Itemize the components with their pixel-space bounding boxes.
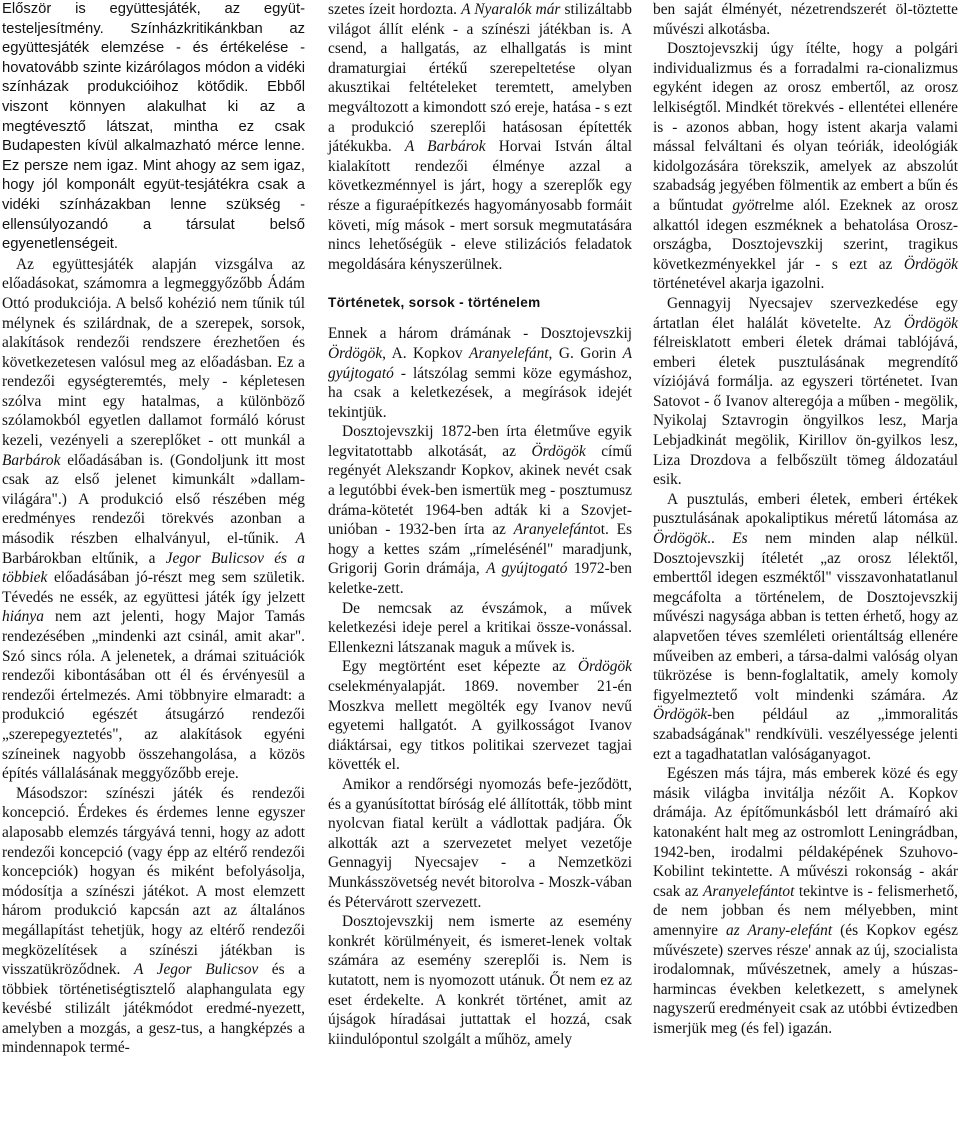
paragraph: Amikor a rendőrségi nyomozás befe-jeződött, és a gyanúsítottat bíróság elé állították, több mint nyolcvan fiatal került a vádlottak padjára. Ők alkották azt a szervezetet melyet vezetője Gennagyij Nyecsajev - a Nemzetközi Munkásszövetség nevét bitorolva - Moszk-vában és Pétervárott szervezett. bbox=[328, 775, 632, 911]
paragraph: Másodszor: színészi játék és rendezői koncepció. Érdekes és érdemes lenne egyszer alaposabb elemzés tárgyává tenni, hogy az adott rendezői koncepció (vagy épp az eltérő rendezői koncepciók) hogyan és miként befolyásolja, módosítja a színészi játékot. A most elemzett három produkció kapcsán azt az általános megállapítást tehetjük, hogy az eltérő rendezői megközelítések a színészi játékban is visszatükröződnek. A Jegor Bulicsov és a többiek történetiségtisztelő alaphangulata egy kevésbé stilizált játékmódot eredmé-nyezett, amelyben a mozgás, a gesz-tus, a hangképzés a mindennapok termé- bbox=[2, 784, 305, 1057]
paragraph: Egy megtörtént eset képezte az Ördögök cselekményalapját. 1869. november 21-én Moszkva mellett megölték egy Ivanov nevű egyetemi hallgatót. A gyilkosságot Ivanov diáktársai, egy titkos politikai szervezet tagjai követték el. bbox=[328, 658, 632, 774]
paragraph: Ennek a három drámának - Dosztojevszkij Ördögök, A. Kopkov Aranyelefánt, G. Gorin A gyújtogató - látszólag semmi köze egymáshoz, ha csak a keletkezések, a megírások idejét tekintjük. bbox=[328, 325, 632, 421]
paragraph: Dosztojevszkij úgy ítélte, hogy a polgári individualizmus és a forradalmi ra-cionalizmus egyként idegen az orosz embertől, az orosz lelkiségtől. Mindkét törekvés - ellentétei ellenére is - azonos abban, hogy istent akarja valami mással felváltani és olyan teóriák, ideológiák kidolgozására törekszik, amelyek az abszolút szabadság jegyében fölmentik az embert a bűn és a bűntudat gyötrelme alól. Ezeknek az orosz alkattól idegen eszméknek a behatolása Orosz-országba, Dosztojevszkij szerint, tragikus következményekkel jár - s ezt az Ördögök történetével akarja igazolni. bbox=[653, 40, 958, 293]
paragraph: Dosztojevszkij 1872-ben írta életműve egyik legvitatottabb alkotását, az Ördögök című regényét Alekszandr Kopkov, akinek nevét csak a legutóbbi évek-ben ismertük meg - posztumusz dráma-kötetét 1964-ben adták ki a Szovjet-unióban - 1932-ben írta az Aranyelefántot. Es hogy a kettes szám „rímelésénél" maradjunk, Grigorij Gorin drámája, A gyújtogató 1972-ben keletke-zett. bbox=[328, 423, 633, 598]
paragraph: szetes ízeit hordozta. A Nyaralók már stilizáltabb világot állít elénk - a színészi játékban is. A csend, a hallgatás, az elhallgatás is mint dramaturgiai értékű szerepeltetése olyan akusztikai feltételeket teremtett, amelyben megváltozott a kimondott szó ereje, hatása - s ezt a produkció szereplői hatásosan építették játékukba. A Barbárok Horvai István által kialakított rendezői élménye azzal a következménnyel is járt, hogy a szereplők egy része a figuraépítkezés hagyományosabb formáit követi, míg mások - mert sorsuk megmutatására nincs lehetőségük - eleve stilizációs feladatok megoldására kényszerülnek. bbox=[328, 1, 632, 273]
text-column-1 bbox=[2, 0, 305, 1058]
paragraph: Gennagyij Nyecsajev szervezkedése egy ártatlan élet halálát követelte. Az Ördögök félreisklatott emberi életek drámai tablójává, emberi életek pusztulásának megrendítő víziójává formálja. az egyszeri történetet. Ivan Satovot - ő Ivanov alteregója a műben - megölik, Nyikolaj Sztavrogin öngyilkos lesz, Marja Lebjadkinát megölik, Kirillov ön-gyilkos lesz, Liza Drozdova a felbőszült tömeg áldozatául esik. bbox=[653, 294, 958, 489]
paragraph: Dosztojevszkij nem ismerte az esemény konkrét körülményeit, és ismeret-lenek voltak számára az esemény szereplői is. Nem is kutatott, nem is nyomozott utánuk. Őt nem ez az eset érdekelte. A konkrét történet, amit az újságok híradásai juttattak el hozzá, csak kiindulópontul szolgált a műhöz, amely bbox=[328, 913, 632, 1048]
paragraph: Először is együttesjáték, az együt-testeljesítmény. Színházkritikánkban az együttesjáték elemzése - és értékelése - hovatovább szinte kizárólagos módon a vidéki színházak produkcióihoz kötődik. Ebből viszont könnyen alakulhat ki az a megtévesztő látszat, mintha ez csak Budapesten kívül alkalmazható mérce lenne. Ez persze nem igaz. Mint ahogy az sem igaz, hogy jól komponált együt-tesjátékra csak a vidéki színházakban lenne szükség - ellensúlyozandó a társulat belső egyenetlenségeit. bbox=[2, 1, 305, 253]
paragraph: A pusztulás, emberi életek, emberi értékek pusztulásának apokaliptikus méretű látomása az Ördögök.. Es nem minden alap nélkül. Dosztojevszkij ítéletét „az orosz lélektől, emberttől idegen eszméktől" visszavonhatatlanul megcáfolta a történelem, de Dosztojevszkij művészi nagysága abban is tetten érhető, hogy az alapvetően téves szemléleti orientáltság ellenére műveiben az emberi, a társa-dalmi valóság olyan tükrözése is benn-foglaltatik, amely komoly figyelmeztető volt mindenki számára. Az Ördögök-ben például az „immoralitás szabadságának" rendkívüli. veszélyessége jelenti ezt a tagadhatatlan valóságanyagot. bbox=[653, 490, 958, 763]
section-heading: Történetek, sorsok - történelem bbox=[328, 295, 541, 311]
paragraph: De nemcsak az évszámok, a művek keletkezési ideje perel a kritikai össze-vonással. Ellenkezni látszanak maguk a művek is. bbox=[328, 599, 632, 656]
paragraph: Az együttesjáték alapján vizsgálva az előadásokat, számomra a legmeggyőzőbb Ádám Ottó produkciója. A belső kohézió nem tűnik túl mélynek és szilárdnak, de a szerepek, sorsok, alakítások rendezői rendszere érezhetően és következetesen valósul meg az előadásban. Ez a rendezői egységteremtés, mely - képletesen szólva mint egy hatalmas, a különböző szólamokból egyetlen dallamot formáló kórust kezeli, vezényeli a szereplőket - ott munkál a Barbárok előadásában is. (Gondoljunk itt most csak az első jelenet kimunkált »dallam-világára".) A produkció első részében még eredményes rendezői törekvés azonban a második részben elhalványul, el-tűnik. A Barbárokban eltűnik, a Jegor Bulicsov és a többiek előadásában jó-részt meg sem születik. Tévedés ne essék, az együttesi játék így jelzett hiánya nem azt jelenti, hogy Major Tamás rendezésében „mindenki azt csinál, amit akar". Szó sincs róla. A jelenetek, a drámai szituációk rendezői kibontásában ott él és érvényesül a rendezői értelmezés. Ami többnyire elmaradt: a produkció egészét átsugárzó rendezői „szerepegyeztetés", az alakítások egyéni színeinek nagyobb összehangolása, a közös építés vállalásának meggyőzőbb ereje. bbox=[2, 255, 305, 783]
text-column-3 bbox=[653, 0, 958, 1038]
paragraph: Egészen más tájra, más emberek közé és egy másik világba invitálja nézőit A. Kopkov drámája. Az építőmunkásból lett drámaíró aki katonaként halt meg az ostromlott Leningrádban, 1942-ben, irodalmi példaképének Szuhovo-Kobilint tekintette. A művészi rokonság - akár csak az Aranyelefántot tekintve is - felismerhető, de nem jobban és nem mélyebben, mint amennyire az Arany-elefánt (és Kopkov egész művészete) szerves része' annak az új, szocialista irodalomnak, művészetnek, amely a húszas-harmincas években keletkezett, s amelynek nagyszerű eredményeit csak az utóbbi évtizedben ismerjük meg (és fel) igazán. bbox=[653, 765, 958, 1037]
paragraph: ben saját élményét, nézetrendszerét öl-töztette művészi alkotásba. bbox=[653, 1, 958, 38]
text-column-2 bbox=[328, 0, 632, 1049]
